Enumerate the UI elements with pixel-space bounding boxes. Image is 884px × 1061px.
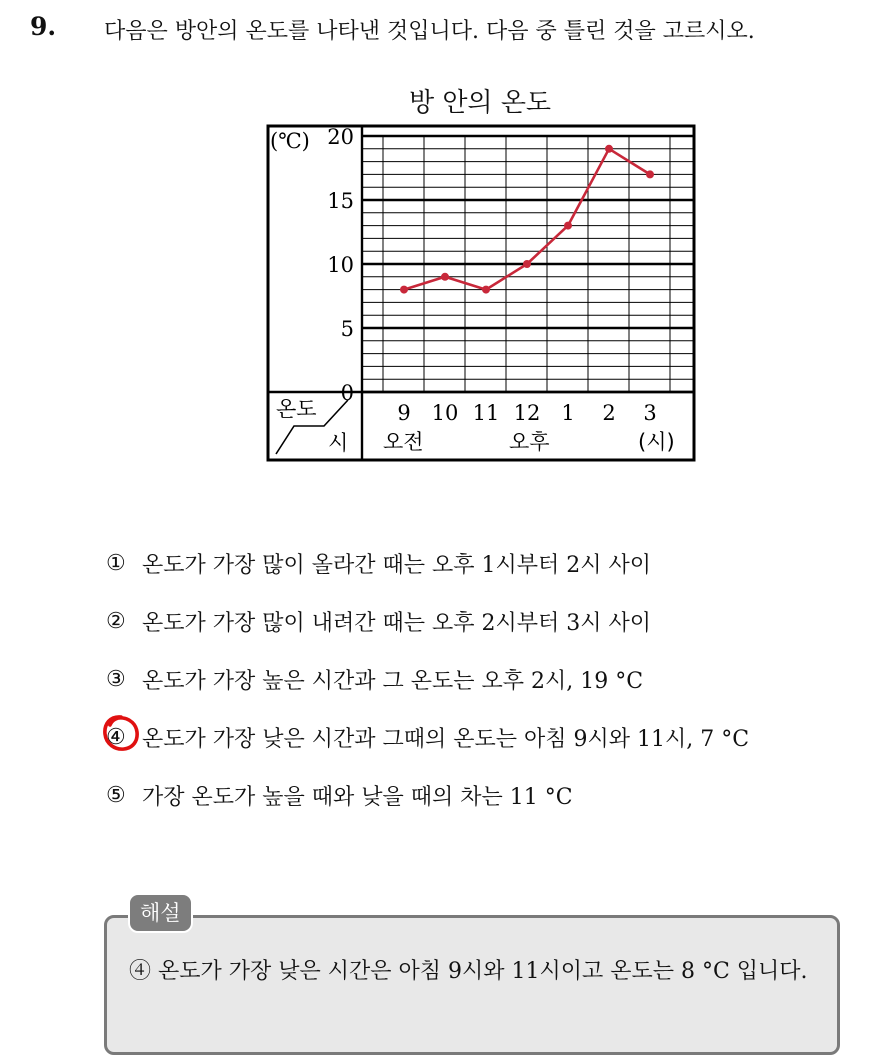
period-label-pm: 오후	[509, 430, 550, 454]
data-point	[523, 260, 531, 268]
choice-4[interactable]	[106, 722, 749, 753]
choice-4-text: 온도가 가장 낮은 시간과 그때의 온도는 아침 9시와 11시, 7 °C	[142, 727, 750, 752]
period-label-am: 오전	[383, 430, 424, 454]
choice-3-text: 온도가 가장 높은 시간과 그 온도는 오후 2시, 19 °C	[142, 669, 644, 694]
x-tick-label: 3	[643, 401, 657, 425]
corner-label-temperature: 온도	[276, 397, 317, 421]
y-tick-label: 10	[327, 253, 354, 277]
choice-2-text: 온도가 가장 많이 내려간 때는 오후 2시부터 3시 사이	[142, 611, 651, 636]
choice-5-text: 가장 온도가 높을 때와 낮을 때의 차는 11 °C	[142, 785, 573, 810]
y-tick-label: 20	[327, 125, 354, 149]
choice-4-mark: ④	[106, 725, 126, 750]
choice-1-mark: ①	[106, 551, 126, 576]
explanation-text: ④ 온도가 가장 낮은 시간은 아침 9시와 11시이고 온도는 8 °C 입니다.	[129, 959, 808, 984]
choice-5[interactable]	[106, 780, 573, 811]
question-number: 9.	[30, 12, 57, 41]
corner-label-time: 시	[328, 431, 349, 455]
y-tick-label: 0	[340, 381, 354, 405]
data-point	[441, 273, 449, 281]
y-axis-unit: (℃)	[270, 129, 310, 153]
y-tick-label: 15	[327, 189, 354, 213]
data-point	[646, 170, 654, 178]
data-point	[482, 286, 490, 294]
series-line	[404, 149, 650, 290]
x-tick-label: 10	[431, 401, 459, 425]
data-point	[564, 222, 572, 230]
x-axis-unit: (시)	[638, 430, 675, 454]
choice-2-mark: ②	[106, 609, 126, 634]
x-tick-label: 1	[561, 401, 575, 425]
temperature-series	[400, 145, 654, 294]
chart-title: 방 안의 온도	[408, 88, 552, 118]
x-tick-label: 11	[472, 401, 500, 425]
data-point	[605, 145, 613, 153]
y-tick-labels	[327, 125, 354, 405]
data-point	[400, 286, 408, 294]
choice-1[interactable]	[106, 548, 651, 579]
choice-3[interactable]	[106, 664, 643, 695]
x-tick-label: 2	[602, 401, 616, 425]
choice-1-text: 온도가 가장 많이 올라간 때는 오후 1시부터 2시 사이	[142, 553, 651, 578]
choice-2[interactable]	[106, 606, 651, 637]
y-tick-label: 5	[340, 317, 354, 341]
x-tick-label: 12	[513, 401, 541, 425]
x-tick-label: 9	[397, 401, 411, 425]
explanation-tag: 해설	[128, 893, 193, 933]
question-text: 다음은 방안의 온도를 나타낸 것입니다. 다음 중 틀린 것을 고르시오.	[104, 19, 755, 44]
choice-5-mark: ⑤	[106, 783, 126, 808]
temperature-line-chart	[266, 124, 696, 464]
explanation-box	[104, 915, 840, 1055]
x-tick-labels	[397, 401, 656, 425]
answer-circle-icon	[101, 713, 141, 753]
choice-3-mark: ③	[106, 667, 126, 692]
